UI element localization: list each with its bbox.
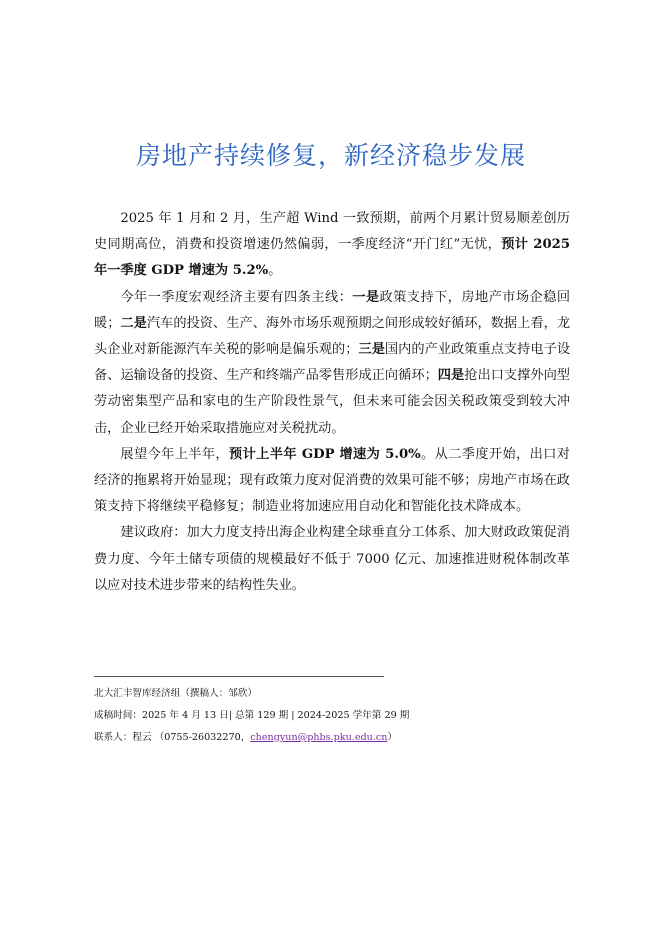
p2-bold-3: 三是 xyxy=(358,342,385,358)
p2-bold-1: 一是 xyxy=(352,289,380,305)
p2-text-4: 国内的产业政策重点支持电子设备、运输设备的投资、生产和终端产品零售形成正向循环； xyxy=(94,342,571,384)
contact-suffix: ） xyxy=(387,732,398,743)
p2-bold-2: 二是 xyxy=(120,315,147,331)
paragraph-4 xyxy=(94,520,570,599)
p3-bold-gdp-forecast: 预计上半年 GDP 增速为 5.0% xyxy=(229,446,421,462)
p2-bold-4: 四是 xyxy=(437,368,465,384)
p2-text-3: 汽车的投资、生产、海外市场乐观预期之间形成较好循环，数据上看，龙头企业对新能源汽车关税的影响是偏乐观的； xyxy=(94,315,571,358)
footer-divider xyxy=(94,676,384,677)
footer-date-line: 成稿时间：2025 年 4 月 13 日| 总第 129 期 | 2024-2025 学年第 29 期 xyxy=(94,710,410,721)
p1-text-1: 2025 年 1 月和 2 月，生产超 Wind 一致预期，前两个月累计贸易顺差创历史同期高位，消费和投资增速仍然偏弱，一季度经济“开门红”无忧， xyxy=(94,211,570,253)
paragraph-3 xyxy=(94,442,570,521)
contact-prefix: 联系人：程云 （0755-26032270， xyxy=(94,732,251,743)
paragraph-2 xyxy=(94,285,570,442)
footer-author-line: 北大汇丰智库经济组（撰稿人：邹欣） xyxy=(94,688,258,699)
p1-bold-gdp-forecast: 预计 2025 年一季度 GDP 增速为 5.2% xyxy=(94,237,570,279)
p3-text-1: 展望今年上半年， xyxy=(120,446,230,462)
p3-text-2: 。从二季度开始，出口对经济的拖累将开始显现；现有政策力度对促消费的效果可能不够；房地产市场在政策支持下将继续平稳修复；制造业将加速应用自动化和智能化技术降成本。 xyxy=(94,446,570,515)
p2-text-5: 抢出口支撑外向型劳动密集型产品和家电的生产阶段性景气，但未来可能会因关税政策受到较大冲击，企业已经开始采取措施应对关税扰动。 xyxy=(94,368,570,436)
paragraph-1 xyxy=(94,206,570,285)
document-title: 房地产持续修复，新经济稳步发展 xyxy=(135,141,526,170)
p2-text-1: 今年一季度宏观经济主要有四条主线： xyxy=(120,289,353,305)
footer-contact-line xyxy=(94,727,409,749)
document-body xyxy=(94,206,570,599)
p4-text-1: 建议政府：加大力度支持出海企业构建全球垂直分工体系、加大财政政策促消费力度、今年土储专项债的规模最好不低于 7000 亿元、加速推进财税体制改革以应对技术进步带来的结构性失业。 xyxy=(94,525,570,593)
p1-text-2: 。 xyxy=(268,263,282,279)
p2-text-2: 政策支持下，房地产市场企稳回暖； xyxy=(94,289,571,331)
contact-email-link[interactable]: chengyun@phbs.pku.edu.cn xyxy=(250,732,388,743)
footer xyxy=(94,683,409,749)
